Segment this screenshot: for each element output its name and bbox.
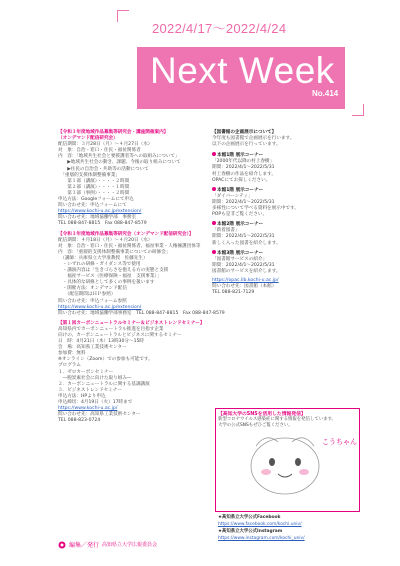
text-line: 会 場：高知県工業技術センター (58, 345, 127, 351)
text-line: 以下の企画展示を行っています。 (212, 142, 281, 148)
text-line: ・講演内容は「生きづらさを抱える方の実態と支援 (58, 268, 169, 274)
facebook-link[interactable]: https://www.facebook.com/kochi.univ/ (218, 522, 302, 527)
text-line: 第１部（講演）・・・・２時間 (58, 178, 130, 184)
issue-number: No.414 (312, 89, 339, 98)
page-title: Next Week (150, 50, 335, 91)
text-line: 向けの、カーボンニュートラルとビジネスに関するセミナー (58, 333, 182, 338)
publisher-logo-icon (58, 541, 66, 549)
text-line: 大学の公式SNSもぜひご覧ください。 (218, 422, 293, 428)
exhibit-line: 「2000年代以降の村上春樹」 (212, 159, 275, 165)
sns-box-title: 【高知大学のSNSを活用した情報発信】 (218, 412, 306, 417)
mascot-illustration (226, 426, 357, 498)
text-line: 第２部（講演）・・・・１時間 (58, 184, 130, 190)
contact-line: TEL 088-821-7129 (212, 290, 255, 296)
text-line: 内 容：「重層的支援体制整備事業についての研修会」 (58, 249, 171, 255)
header (0, 0, 400, 125)
exhibit-line: 村上春樹の作品を紹介します。 (212, 171, 276, 177)
text-line: 参加費：無料 (58, 351, 86, 357)
facebook-label: ★高知県立大学公式Facebook (218, 515, 281, 520)
exhibit-line: 「図書館サービスの紹介」 (212, 256, 268, 262)
text-line: 配信期間：３月28日（月）～４月27日（水） (58, 142, 153, 148)
exhibit-title: 本館2階 展示コーナー (212, 221, 362, 228)
exhibit-line: 「新着図書」 (212, 228, 240, 234)
contact-line: 問い合わせ先：図書館（本館） (212, 284, 277, 290)
text-line: 高知県内でカーボンニュートラル推進を目指す企業 (58, 326, 164, 332)
mascot-label: こうちゃん (322, 438, 357, 446)
section-subtitle: （オンデマンド配信研究会） (58, 136, 118, 142)
exhibit-line: 新しく入った図書を紹介します。 (212, 240, 281, 246)
text-line: 申込方法：Googleフォームにて申込 (58, 197, 134, 203)
exhibit-line: 期間：2022/4/1～2022/5/31 (212, 234, 275, 240)
text-line: プログラム (58, 363, 81, 369)
section-body (58, 142, 211, 209)
text-line: ３．ビジネストレンドセミナー (58, 387, 122, 393)
text-line: 申込方法：HPより申込 (58, 393, 106, 399)
section-contact (58, 412, 211, 424)
exhibit-line: POPも是非ご覧ください。 (212, 212, 268, 218)
text-line: ▶住民の自治会・共助等の活動について (58, 166, 149, 172)
text-line: 問い合わせ先：申込フォーム参照 (58, 298, 127, 304)
text-line: ・いずれの研修・ガイダンス等で使用 (58, 261, 141, 267)
contact-line: TEL 088-823-0724 (58, 418, 101, 424)
sns-links (218, 514, 366, 542)
text-line: ２．カーボンニュートラルに関する基調講演 (58, 381, 150, 387)
exhibit-line: 期間：2022/4/1～2022/5/31 (212, 262, 275, 268)
footer (58, 540, 157, 549)
exhibit-title: 本館3階 展示コーナー (212, 250, 362, 257)
exhibit-title: 本館1階 展示コーナー (212, 187, 362, 194)
footer-label: 編集／発行 (69, 542, 100, 549)
date-range: 2022/4/17～2022/4/24 (152, 21, 287, 36)
text-line: 「重層的支援体制整備事業」 (58, 172, 121, 178)
section-title: 【図書館の企画展示について】 (212, 130, 277, 135)
bullet-icon (212, 250, 216, 254)
footer-org: 高知県立大学広報委員会 (102, 542, 158, 548)
right-column (212, 130, 362, 296)
text-line: ―脱炭素社会に向けた取り組み― (58, 375, 132, 381)
text-line: 今年度も図書館で企画展示を行います。 (212, 136, 295, 142)
corner-decoration-bottom-right (352, 104, 364, 116)
exhibit-line: 期間：2022/4/1～2022/5/31 (212, 199, 275, 205)
text-line: ※オンライン（Zoom）での参加も可能です。 (58, 357, 153, 363)
contact-line: 問い合わせ先：地域協働学部 事務室 (58, 215, 137, 221)
exhibit-line: 「ダイバーシティ」 (212, 193, 253, 199)
exhibit-line: 多様性について学べる資料を展示中です。 (212, 206, 299, 212)
section-link[interactable]: https://www.kochi-u.ac.jp/ (58, 406, 118, 412)
text-line: 内 容：「地域共生社会と要援護者等への取組みについて」 (58, 154, 180, 160)
section-body (58, 238, 211, 305)
text-line: ▶地域共生社会の動き、課題、今後の取り組みについて (58, 160, 181, 166)
section-title: 【令和３年度地域作品募集等研究会・講座開催案内】 (58, 130, 169, 135)
bullet-icon (212, 221, 216, 225)
text-line: 対 象：自治・窓口・住民・福祉関係者 (58, 148, 141, 154)
text-line: （配信期間はＨＰ参照） (58, 292, 116, 298)
text-line: 申込締切：4月19日（火）17時まで (58, 400, 133, 406)
section-body (212, 136, 362, 148)
section-title: 【第１回カーボンニュートラルセミナー＆ビジネストレンドセミナー】 (58, 320, 205, 326)
bullet-icon (212, 152, 216, 156)
exhibit-title: 本館1階 展示コーナー (212, 152, 362, 159)
text-line: 対 象：自治・窓口・住民・福祉関係者、福祉事業・人権擁護団体等 (58, 243, 201, 249)
section-contact (58, 215, 211, 227)
contact-line: TEL 088-847-8815 Fax 088-847-8579 (58, 221, 147, 227)
section-title: 【令和３年度地域作品募集等研究会（オンデマンド配信研究会）】 (58, 231, 194, 237)
exhibit-line: 期間：2022/4/1～2022/5/31 (212, 165, 275, 171)
text-line: 新型コロナウイルス感染症に関する情報を発信しています。 (218, 417, 336, 422)
section-link[interactable]: https://opac.lib.kochi-u.ac.jp/ (212, 277, 279, 283)
text-line: 問い合わせ先：申込フォームにて (58, 203, 127, 209)
text-line: １．ゼロカーボンセミナー (58, 369, 114, 375)
contact-line: 問い合わせ先：高知県工業技術センター (58, 412, 141, 418)
section-contact (212, 284, 362, 296)
text-line: 配信期間：４月18日（月）～４月20日（水） (58, 237, 153, 243)
section-body (58, 327, 211, 406)
bullet-icon (212, 187, 216, 191)
text-line: （講師：兵庫県立大学准教授 佐藤先生） (58, 255, 148, 261)
text-line: ・開催方法：オンデマンド配信 (58, 286, 127, 292)
instagram-link[interactable]: https://www.instagram.com/kochi_univ/ (218, 536, 305, 541)
left-column (58, 130, 225, 424)
section-contact (58, 310, 225, 317)
text-line: 福祉サービス（医療保険・福祉 支援事業）」 (58, 274, 162, 280)
text-line: 日 時：4月21日（木）13時30分～15時 (58, 339, 145, 345)
text-line: ・具体的な研修として多くの事例を扱います (58, 280, 155, 286)
corner-decoration-top-left (117, 10, 129, 22)
text-line: 第３部（事例）・・・・２時間 (58, 190, 130, 196)
section-link[interactable]: https://www.kochi-u.ac.jp/extension/ (58, 304, 142, 310)
section-link[interactable]: https://www.kochi-u.ac.jp/extension/ (58, 209, 142, 215)
contact-line: 問い合わせ先：地域協働学部事務室 TEL 088-847-8815 Fax 088-847-8579 (58, 310, 225, 316)
instagram-label: ★高知県立大学公式Instagram (218, 529, 283, 534)
exhibit-line: OPACにてお探しください。 (212, 177, 271, 183)
exhibit-list (212, 152, 362, 278)
exhibit-line: 図書館のサービスを紹介します。 (212, 268, 281, 274)
